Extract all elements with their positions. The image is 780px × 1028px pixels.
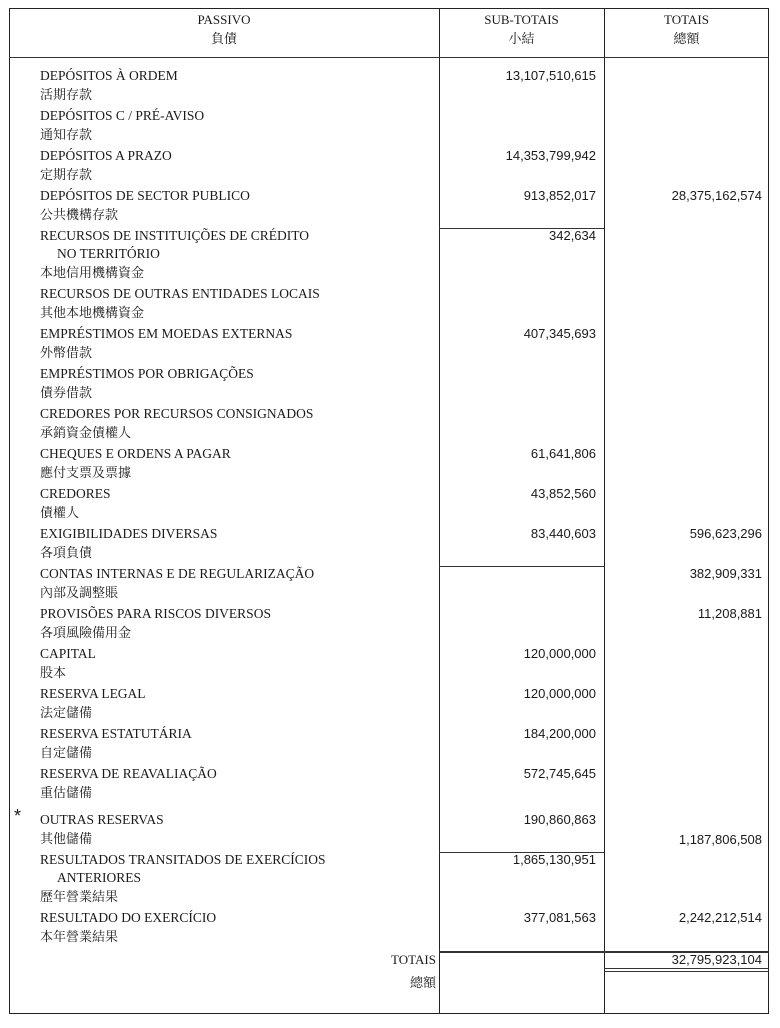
row-label-zh: 其他儲備 [40, 832, 93, 847]
totals-double-underline [604, 971, 769, 972]
table-row [0, 146, 780, 166]
subtotal-value: 1,865,130,951 [512, 852, 596, 867]
table-row [0, 810, 780, 830]
row-label-zh: 外幣借款 [40, 346, 93, 361]
subtotal-value: 120,000,000 [523, 646, 596, 661]
row-label-zh: 內部及調整賬 [40, 586, 119, 601]
row-label: CREDORES POR RECURSOS CONSIGNADOS [40, 406, 314, 421]
subtotal-value: 190,860,863 [523, 812, 596, 827]
table-row [0, 908, 780, 928]
row-label: RESERVA DE REAVALIAÇÃO [40, 766, 217, 781]
total-value: 11,208,881 [697, 606, 762, 621]
table-row [0, 464, 780, 484]
table-row [0, 264, 780, 284]
table-row [0, 584, 780, 604]
row-label-zh: 應付支票及票據 [40, 466, 132, 481]
row-label-zh: 債權人 [40, 506, 80, 521]
table-row [0, 868, 780, 888]
row-label-zh: 本地信用機構資金 [40, 266, 145, 281]
header-passivo-label: PASSIVO [197, 12, 251, 27]
row-label: EXIGIBILIDADES DIVERSAS [40, 526, 218, 541]
row-label: CAPITAL [40, 646, 96, 661]
row-label: RESULTADO DO EXERCÍCIO [40, 910, 217, 925]
table-row [0, 284, 780, 304]
row-label: DEPÓSITOS C / PRÉ-AVISO [40, 108, 205, 123]
table-row [0, 564, 780, 584]
row-label-zh: 定期存款 [40, 168, 93, 183]
table-row [0, 126, 780, 146]
grand-total-value: 32,795,923,104 [671, 952, 762, 967]
header-subtotais [439, 10, 604, 48]
row-label: CONTAS INTERNAS E DE REGULARIZAÇÃO [40, 566, 315, 581]
table-row [0, 106, 780, 126]
row-label-zh: 自定儲備 [40, 746, 93, 761]
row-label: RESERVA LEGAL [40, 686, 146, 701]
table-row [0, 166, 780, 186]
header-totais-label: TOTAIS [664, 12, 709, 27]
row-label-zh: 本年營業結果 [40, 930, 119, 945]
row-label-zh: 承銷資金債權人 [40, 426, 132, 441]
subtotal-value: 407,345,693 [523, 326, 596, 341]
table-row [0, 624, 780, 644]
header-totais-label-zh: 總額 [673, 31, 700, 46]
table-row [0, 66, 780, 86]
subtotal-value: 377,081,563 [523, 910, 596, 925]
total-value: 382,909,331 [689, 566, 762, 581]
table-row [0, 384, 780, 404]
table-row [0, 604, 780, 624]
subtotal-value: 43,852,560 [530, 486, 596, 501]
subtotal-value: 184,200,000 [523, 726, 596, 741]
row-label: RESERVA ESTATUTÁRIA [40, 726, 192, 741]
row-label-zh: 通知存款 [40, 128, 93, 143]
table-row [0, 724, 780, 744]
table-row [0, 304, 780, 324]
subtotal-value: 13,107,510,615 [505, 68, 596, 83]
row-label-zh: 公共機構存款 [40, 208, 119, 223]
row-label: PROVISÕES PARA RISCOS DIVERSOS [40, 606, 271, 621]
row-label-zh: 其他本地機構資金 [40, 306, 145, 321]
table-row [0, 830, 780, 850]
header-passivo-label-zh: 負債 [210, 31, 237, 46]
row-label: NO TERRITÓRIO [57, 246, 160, 261]
table-row [0, 744, 780, 764]
total-value: 28,375,162,574 [671, 188, 762, 203]
row-label: EMPRÉSTIMOS EM MOEDAS EXTERNAS [40, 326, 293, 341]
row-label: RESULTADOS TRANSITADOS DE EXERCÍCIOS [40, 852, 326, 867]
subtotal-value: 14,353,799,942 [505, 148, 596, 163]
row-label: CHEQUES E ORDENS A PAGAR [40, 446, 231, 461]
total-value: 1,187,806,508 [678, 832, 762, 847]
table-row [0, 424, 780, 444]
row-label: DEPÓSITOS A PRAZO [40, 148, 172, 163]
table-row [0, 524, 780, 544]
table-row [0, 764, 780, 784]
subtotal-value: 120,000,000 [523, 686, 596, 701]
header-subtotais-label-zh: 小結 [508, 31, 535, 46]
totals-separator [439, 951, 604, 953]
row-label: CREDORES [40, 486, 111, 501]
table-row [0, 226, 780, 246]
row-label: DEPÓSITOS DE SECTOR PUBLICO [40, 188, 250, 203]
row-label: DEPÓSITOS À ORDEM [40, 68, 178, 83]
total-value: 596,623,296 [689, 526, 762, 541]
row-label: OUTRAS RESERVAS [40, 812, 164, 827]
table-row [0, 444, 780, 464]
table-row [0, 928, 780, 948]
row-label-zh: 各項風險備用金 [40, 626, 132, 641]
header-passivo [9, 10, 439, 48]
table-row [0, 484, 780, 504]
table-row [0, 850, 780, 870]
row-label-zh: 各項負債 [40, 546, 93, 561]
row-label-zh: 債券借款 [40, 386, 93, 401]
table-row [0, 344, 780, 364]
table-row [0, 504, 780, 524]
table-row [0, 206, 780, 226]
row-label-zh: 法定儲備 [40, 706, 93, 721]
subtotal-value: 83,440,603 [530, 526, 596, 541]
totals-label-zh: 總額 [409, 976, 436, 991]
footnote-mark: * [14, 806, 22, 826]
total-value: 2,242,212,514 [678, 910, 762, 925]
row-label: ANTERIORES [57, 870, 141, 885]
table-row [0, 186, 780, 206]
table-row [0, 324, 780, 344]
header-subtotais-label: SUB-TOTAIS [484, 12, 559, 27]
table-row [0, 544, 780, 564]
subtotal-value: 572,745,645 [523, 766, 596, 781]
table-row [0, 86, 780, 106]
subtotal-value: 913,852,017 [523, 188, 596, 203]
table-row [0, 704, 780, 724]
header-divider [9, 57, 769, 58]
table-row [0, 664, 780, 684]
row-label-zh: 歷年營業結果 [40, 890, 119, 905]
table-row [0, 684, 780, 704]
row-label-zh: 活期存款 [40, 88, 93, 103]
subtotal-value: 61,641,806 [530, 446, 596, 461]
row-label-zh: 股本 [40, 666, 67, 681]
table-row [0, 644, 780, 664]
table-row [0, 364, 780, 384]
table-row [0, 244, 780, 264]
row-label: RECURSOS DE OUTRAS ENTIDADES LOCAIS [40, 286, 320, 301]
subtotal-value: 342,634 [549, 228, 596, 243]
row-label: EMPRÉSTIMOS POR OBRIGAÇÕES [40, 366, 254, 381]
header-totais [604, 10, 769, 48]
table-row [0, 404, 780, 424]
table-row [0, 888, 780, 908]
totals-label: TOTAIS [391, 952, 436, 967]
row-label-zh: 重估儲備 [40, 786, 93, 801]
row-label: RECURSOS DE INSTITUIÇÕES DE CRÉDITO [40, 228, 310, 243]
table-row [0, 784, 780, 804]
